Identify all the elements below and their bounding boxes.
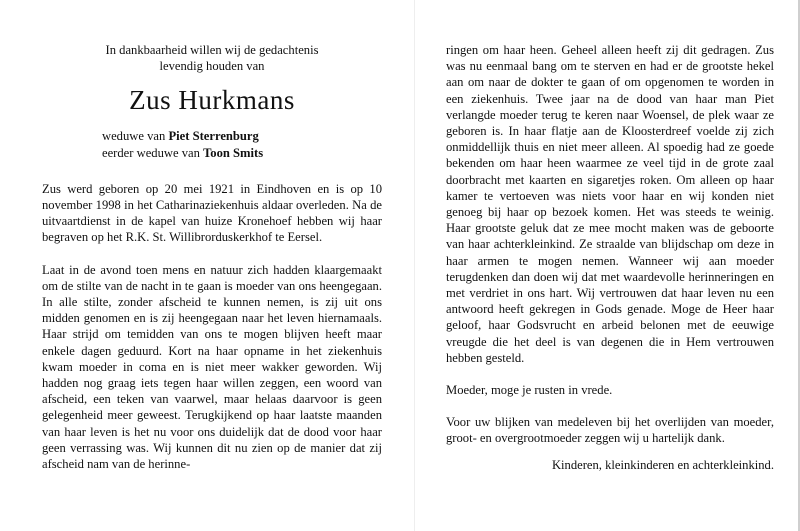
- spouse-2-prefix: eerder weduwe van: [102, 145, 200, 160]
- memorial-paragraph-left: Laat in de avond toen mens en natuur zich hadden klaargemaakt om de stilte van de nacht in te gaan is moeder van ons heengegaan. In alle stilte, zonder afscheid te kunnen nemen, is zij uit ons midden genomen en is zij heengegaan naar het leven hiernamaals. Haar strijd om temidden van ons te mogen blijven heeft maar enkele dagen geduurd. Kort na haar opname in het ziekenhuis kwam moeder in coma en is niet meer wakker geworden. Wij hadden nog graag iets tegen haar willen zeggen, een woord van afscheid, een teken van vaarwel, maar helaas daarvoor is geen gelegenheid meer geweest. Terugkijkend op haar laatste maanden van haar leven is het nu voor ons duidelijk dat de dood voor haar geen verrassing was. Wij kunnen dit nu zien op de manier dat zij afscheid nam van de herinne-: [42, 262, 382, 472]
- memorial-paragraph-right: ringen om haar heen. Geheel alleen heeft zij dit gedragen. Zus was nu eenmaal bang om te sterven en had er de grootste hekel aan om naar de dokter te gaan of om opgenomen te worden in een ziekenhuis. Twee jaar na de dood van haar man Piet verlangde moeder terug te keren naar Woensel, de plek waar ze geboren is. In haar flatje aan de Kloosterdreef voelde zij zich onmiddellijk thuis en niet meer alleen. Al spoedig had ze goede bekenden om haar heen waarmee ze veel tijd in de grote zaal doorbracht met kaarten en sigaretjes roken. Om alleen op haar kamer te vertoeven was niets voor haar en wij konden niet genoeg bij haar op bezoek komen. Het was steeds te weinig. Haar grootste geluk dat ze mee mocht maken was de geboorte van haar achterkleinkind. Ze straalde van blijdschap om deze in haar armen te mogen nemen. Wanneer wij aan moeder terugdenken dan doen wij dat met waardevolle herinneringen en met verdriet in ons hart. Wij vertrouwen dat haar leven nu een antwoord heeft gekregen in Gods genade. Moge de Heer haar geloof, haar Godsvrucht en arbeid belonen met de eeuwige vreugde die het deel is van degenen die in Hem vertrouwen hebben gesteld.: [446, 43, 774, 365]
- thanks-paragraph: Voor uw blijken van medeleven bij het overlijden van moeder, groot- en overgrootmoeder zeggen wij u hartelijk dank.: [446, 415, 774, 446]
- left-column: [42, 42, 382, 472]
- birth-death-paragraph: Zus werd geboren op 20 mei 1921 in Eindhoven en is op 10 november 1998 in het Catharinaziekenhuis aldaar overleden. Na de uitvaartdienst in de kapel van huize Kronehoef hebben wij haar begraven op het R.K. St. Willibrorduskerkhof te Eersel.: [42, 181, 382, 245]
- spouse-1-prefix: weduwe van: [102, 129, 166, 144]
- signature-line: Kinderen, kleinkinderen en achterkleinkind.: [551, 457, 774, 472]
- intro-line-2: levendig houden van: [159, 59, 265, 74]
- intro-line-1: In dankbaarheid willen wij de gedachtenis: [105, 43, 319, 57]
- spouse-line-1: [102, 128, 382, 144]
- spouse-2-name: Toon Smits: [203, 145, 264, 160]
- right-column: [446, 42, 774, 473]
- farewell-line: Moeder, moge je rusten in vrede.: [446, 383, 613, 398]
- deceased-name: Zus Hurkmans: [129, 85, 295, 116]
- spouse-1-name: Piet Sterrenburg: [168, 129, 259, 144]
- spouse-line-2: [102, 145, 382, 161]
- fold-divider: [414, 0, 415, 531]
